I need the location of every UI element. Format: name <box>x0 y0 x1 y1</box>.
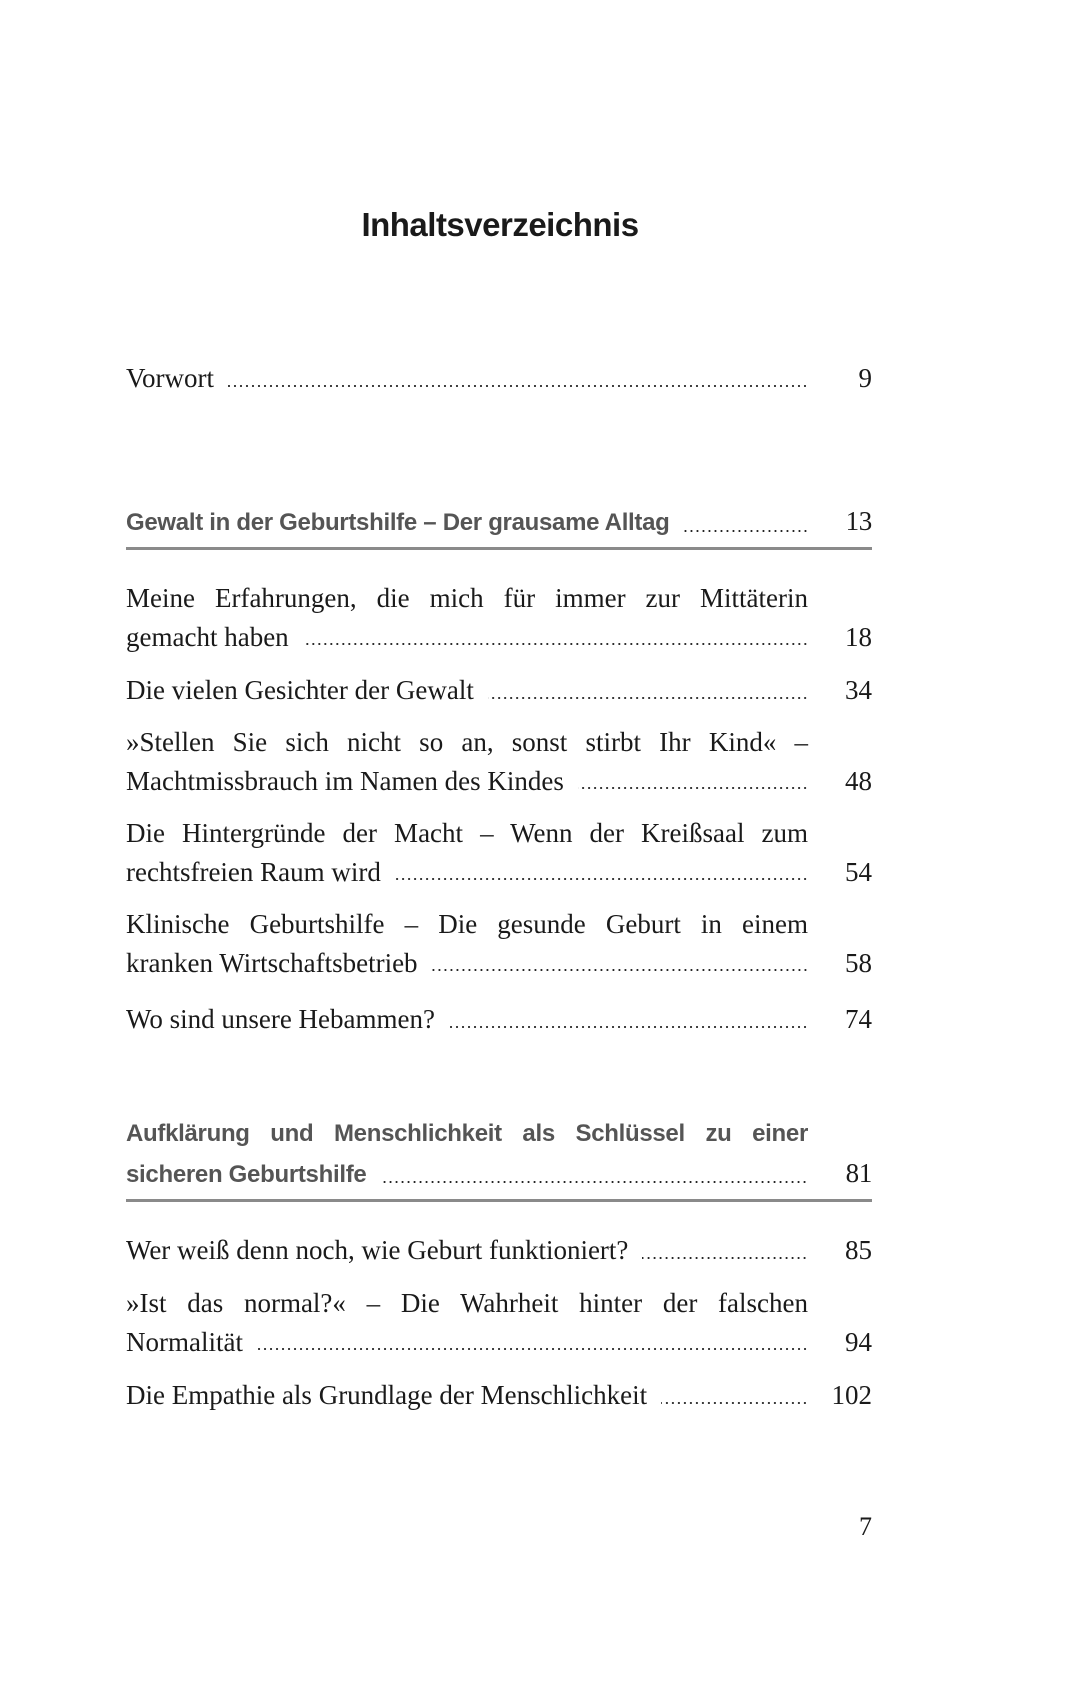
toc-entry <box>126 905 872 982</box>
toc-entry <box>126 1376 872 1415</box>
entry-title-line: Die Empathie als Grundlage der Menschlichkeit <box>126 1380 648 1410</box>
toc-part-entry <box>126 502 872 543</box>
entry-title-line: Machtmissbrauch im Namen des Kindes <box>126 765 564 796</box>
section-divider <box>126 1199 872 1202</box>
dot-leader <box>228 384 808 388</box>
entry-page-number: 48 <box>845 765 872 796</box>
toc-entry <box>126 671 872 710</box>
entry-page-number: 102 <box>831 1380 872 1410</box>
dot-leader <box>303 642 808 646</box>
dot-leader <box>257 1347 808 1351</box>
entry-title-line: Normalität <box>126 1326 243 1357</box>
entry-title-line: rechtsfreien Raum wird <box>126 856 381 887</box>
entry-page-number: 18 <box>845 621 872 652</box>
entry-title-line: Vorwort <box>126 363 215 393</box>
entry-title-line: Aufklärung und Menschlichkeit als Schlüssel zu einer <box>126 1120 808 1147</box>
entry-page-number: 94 <box>845 1326 872 1357</box>
dot-leader <box>642 1256 808 1260</box>
toc-part-entry <box>126 1115 872 1194</box>
entry-page-number: 9 <box>858 363 872 393</box>
toc-entry <box>126 723 872 800</box>
page-title: Inhaltsverzeichnis <box>361 206 639 243</box>
entry-page-number: 74 <box>845 1004 872 1034</box>
entry-title-line: gemacht haben <box>126 621 289 652</box>
entry-page-number: 34 <box>845 675 872 705</box>
dot-leader <box>380 1180 808 1184</box>
entry-title-line: »Stellen Sie sich nicht so an, sonst stirbt Ihr Kind« – <box>126 727 808 757</box>
toc-entry <box>126 579 872 656</box>
entry-title-line: kranken Wirtschaftsbetrieb <box>126 947 418 978</box>
page-number: 7 <box>859 1512 872 1541</box>
entry-title-line: Die Hintergründe der Macht – Wenn der Kreißsaal zum <box>126 818 808 848</box>
entry-title-line: Gewalt in der Geburtshilfe – Der grausame Alltag <box>126 509 670 536</box>
dot-leader <box>488 696 808 700</box>
toc-entry <box>126 814 872 891</box>
entry-page-number: 58 <box>845 947 872 978</box>
entry-page-number: 81 <box>845 1157 872 1188</box>
dot-leader <box>578 786 808 790</box>
entry-title-line: sicheren Geburtshilfe <box>126 1160 367 1188</box>
section-divider <box>126 547 872 550</box>
toc-entry <box>126 1284 872 1361</box>
dot-leader <box>449 1025 808 1029</box>
dot-leader <box>684 529 808 533</box>
dot-leader <box>661 1401 808 1405</box>
entry-title-line: Klinische Geburtshilfe – Die gesunde Geburt in einem <box>126 909 808 939</box>
entry-title-line: Wo sind unsere Hebammen? <box>126 1004 435 1034</box>
toc-entry <box>126 359 872 398</box>
toc-entry <box>126 1231 872 1270</box>
entry-page-number: 54 <box>845 856 872 887</box>
entry-title-line: Wer weiß denn noch, wie Geburt funktioniert? <box>126 1235 629 1265</box>
dot-leader <box>432 968 808 972</box>
entry-title-line: »Ist das normal?« – Die Wahrheit hinter der falschen <box>126 1288 808 1318</box>
dot-leader <box>395 877 808 881</box>
toc-entry <box>126 1000 872 1039</box>
entry-title-line: Meine Erfahrungen, die mich für immer zur Mittäterin <box>126 583 808 613</box>
entry-page-number: 85 <box>845 1235 872 1265</box>
entry-title-line: Die vielen Gesichter der Gewalt <box>126 675 474 705</box>
entry-page-number: 13 <box>845 506 872 536</box>
